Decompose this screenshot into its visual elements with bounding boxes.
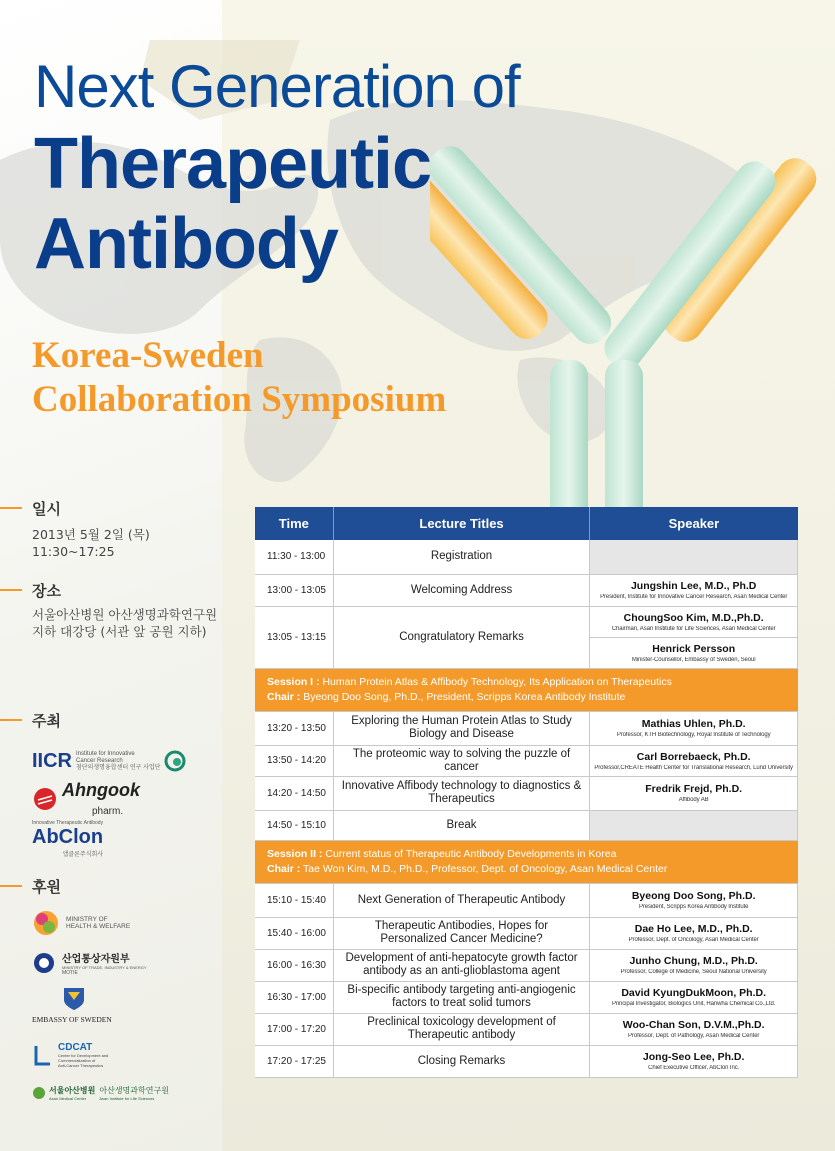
table-row: 14:20 - 14:50 Innovative Affibody technology to diagnostics & Therapeutics Fredrik Frejd, Ph.D. Affibody AB — [255, 776, 798, 810]
amc-emblem-icon — [32, 1086, 46, 1100]
speaker-affiliation: President, Institute for Innovative Cancer Research, Asan Medical Center — [600, 594, 788, 600]
sponsor-block — [0, 876, 230, 1110]
table-row: 16:30 - 17:00 Bi-specific antibody targeting anti-angiogenic factors to treat solid tumors David KyungDukMoon, Ph.D. Principal Investigator, Biologics Unit, Hanwha Chemical Co.,Ltd. — [255, 981, 798, 1013]
speaker-name: Dae Ho Lee, M.D., Ph.D. — [634, 923, 753, 935]
header-time: Time — [255, 507, 333, 540]
date-label: 일시 — [32, 499, 61, 518]
speaker-name: David KyungDukMoon, Ph.D. — [621, 987, 767, 999]
speaker-affiliation: President, Scripps Korea Antibody Institute — [638, 904, 749, 910]
dash-icon — [0, 507, 22, 509]
venue-line-2: 지하 대강당 (서관 앞 공원 지하) — [32, 624, 207, 639]
cdcat-emblem-icon — [32, 1044, 54, 1066]
abclon-logo: Innovative Therapeutic Antibody AbClon 앱클론주식회사 — [32, 820, 104, 858]
table-row: 17:00 - 17:20 Preclinical toxicology development of Therapeutic antibody Woo-Chan Son, D.V.M.,Ph.D. Professor, Dept. of Pathology, Asan Medical Center — [255, 1013, 798, 1045]
speaker-affiliation: Professor, KTH Biotechnology, Royal Institute of Technology — [616, 732, 771, 738]
table-row: 13:50 - 14:20 The proteomic way to solving the puzzle of cancer Carl Borrebaeck, Ph.D. Professor,CREATE Health Center for Translational Research, Lund University — [255, 745, 798, 776]
amc-logo: 서울아산병원 Asan Medical Center 아산생명과학연구원 Asan Institute for Life Sciences — [32, 1076, 230, 1110]
speaker-name: Woo-Chan Son, D.V.M.,Ph.D. — [622, 1019, 765, 1031]
speaker-affiliation: Chief Executive Officer, AbClon Inc. — [648, 1065, 740, 1071]
title-line-1: Next Generation of — [34, 53, 520, 120]
sweden-crest-icon — [62, 986, 86, 1012]
headline — [34, 53, 520, 284]
schedule-table — [255, 507, 798, 1078]
speaker-affiliation: Principal Investigator, Biologics Unit, Hanwha Chemical Co.,Ltd. — [612, 1001, 776, 1007]
table-row: 14:50 - 15:10 Break — [255, 810, 798, 840]
speaker-affiliation: Professor, College of Medicine, Seoul National University — [620, 969, 767, 975]
speaker-name: Byeong Doo Song, Ph.D. — [631, 890, 756, 902]
motie-logo: 산업통상자원부 MINISTRY OF TRADE, INDUSTRY & ENERGY MOTIE — [32, 946, 230, 980]
date-value: 2013년 5월 2일 (목) 11:30~17:25 — [32, 527, 150, 559]
dash-icon — [0, 719, 22, 721]
dash-icon — [0, 885, 22, 887]
sponsor-label: 후원 — [32, 877, 61, 896]
mohw-emblem-icon — [32, 909, 60, 937]
table-row: 17:20 - 17:25 Closing Remarks Jong-Seo Lee, Ph.D. Chief Executive Officer, AbClon Inc. — [255, 1045, 798, 1077]
speaker-name: Junho Chung, M.D., Ph.D. — [629, 955, 758, 967]
ahngook-emblem-icon — [32, 786, 58, 812]
speaker-name: Carl Borrebaeck, Ph.D. — [636, 750, 751, 763]
table-row: 13:05 - 13:15 Congratulatory Remarks ChoungSoo Kim, M.D.,Ph.D. Chairman, Asan Institute for Life Sciences, Asan Medical Center — [255, 606, 798, 637]
korea-emblem-icon — [32, 951, 56, 975]
venue-label: 장소 — [32, 581, 61, 600]
session-1-banner: Session I : Human Protein Atlas & Affibody Technology, Its Application on Therapeutics Chair : Byeong Doo Song, Ph.D., President, Scripps Korea Antibody Institute — [255, 668, 798, 711]
event-info — [0, 498, 230, 1110]
date-block — [0, 498, 230, 560]
sweden-logo: EMBASSY OF SWEDEN — [32, 986, 230, 1030]
dash-icon — [0, 589, 22, 591]
speaker-name: Henrick Persson — [652, 642, 736, 655]
speaker-affiliation: Professor,CREATE Health Center for Translational Research, Lund University — [594, 764, 793, 771]
subtitle — [32, 334, 446, 422]
table-row: 16:00 - 16:30 Development of anti-hepatocyte growth factor antibody as an anti-glioblastoma agent Junho Chung, M.D., Ph.D. Professor, College of Medicine, Seoul National University — [255, 949, 798, 981]
table-row: 15:10 - 15:40 Next Generation of Therapeutic Antibody Byeong Doo Song, Ph.D. President, Scripps Korea Antibody Institute — [255, 883, 798, 917]
speaker-name: Jungshin Lee, M.D., Ph.D — [630, 580, 757, 592]
host-label: 주최 — [32, 711, 61, 730]
swirl-icon — [164, 750, 186, 772]
iicr-logo: IICR Institute for Innovative Cancer Research 첨단의생명융합센터 연구 사업단 — [32, 744, 230, 778]
speaker-affiliation: Professor, Dept. of Oncology, Asan Medical Center — [628, 937, 759, 943]
table-row: 13:00 - 13:05 Welcoming Address Jungshin Lee, M.D., Ph.D President, Institute for Innovative Cancer Research, Asan Medical Center — [255, 574, 798, 606]
mohw-logo: MINISTRY OF HEALTH & WELFARE — [32, 906, 230, 940]
venue-block — [0, 580, 230, 640]
speaker-name: Jong-Seo Lee, Ph.D. — [642, 1051, 745, 1063]
title-line-2: Therapeutic — [34, 124, 432, 204]
table-header-row — [255, 507, 798, 540]
speaker-name: ChoungSoo Kim, M.D.,Ph.D. — [623, 611, 764, 624]
subtitle-line-2: Collaboration Symposium — [32, 379, 447, 420]
cdcat-logo: CDCAT Center for Development and Commercialization of Anti-Cancer Therapeutics — [32, 1038, 230, 1072]
title-line-3: Antibody — [34, 204, 338, 284]
table-row: 13:20 - 13:50 Exploring the Human Protein Atlas to Study Biology and Disease Mathias Uhlen, Ph.D. Professor, KTH Biotechnology, Royal Institute of Technology — [255, 711, 798, 745]
speaker-affiliation: Professor, Dept. of Pathology, Asan Medical Center — [628, 1033, 760, 1039]
header-lecture-titles: Lecture Titles — [333, 507, 590, 540]
table-row: 11:30 - 13:00 Registration — [255, 540, 798, 574]
session-2-banner: Session II : Current status of Therapeutic Antibody Developments in Korea Chair : Tae Won Kim, M.D., Ph.D., Professor, Dept. of Oncology, Asan Medical Center — [255, 840, 798, 883]
speaker-affiliation: Chairman, Asan Institute for Life Sciences, Asan Medical Center — [611, 625, 776, 632]
subtitle-line-1: Korea-Sweden — [32, 335, 264, 376]
speaker-affiliation: Affibody AB — [678, 797, 709, 803]
speaker-name: Fredrik Frejd, Ph.D. — [645, 783, 743, 795]
ahngook-logo: Ahngook pharm. — [32, 782, 230, 816]
speaker-name: Mathias Uhlen, Ph.D. — [641, 718, 746, 730]
host-block — [0, 710, 230, 856]
speaker-affiliation: Minister-Counsellor, Embassy of Sweden, Seoul — [631, 656, 756, 663]
table-row: 15:40 - 16:00 Therapeutic Antibodies, Hopes for Personalized Cancer Medicine? Dae Ho Lee, M.D., Ph.D. Professor, Dept. of Oncology, Asan Medical Center — [255, 917, 798, 949]
header-speaker: Speaker — [590, 507, 798, 540]
venue-line-1: 서울아산병원 아산생명과학연구원 — [32, 607, 218, 622]
